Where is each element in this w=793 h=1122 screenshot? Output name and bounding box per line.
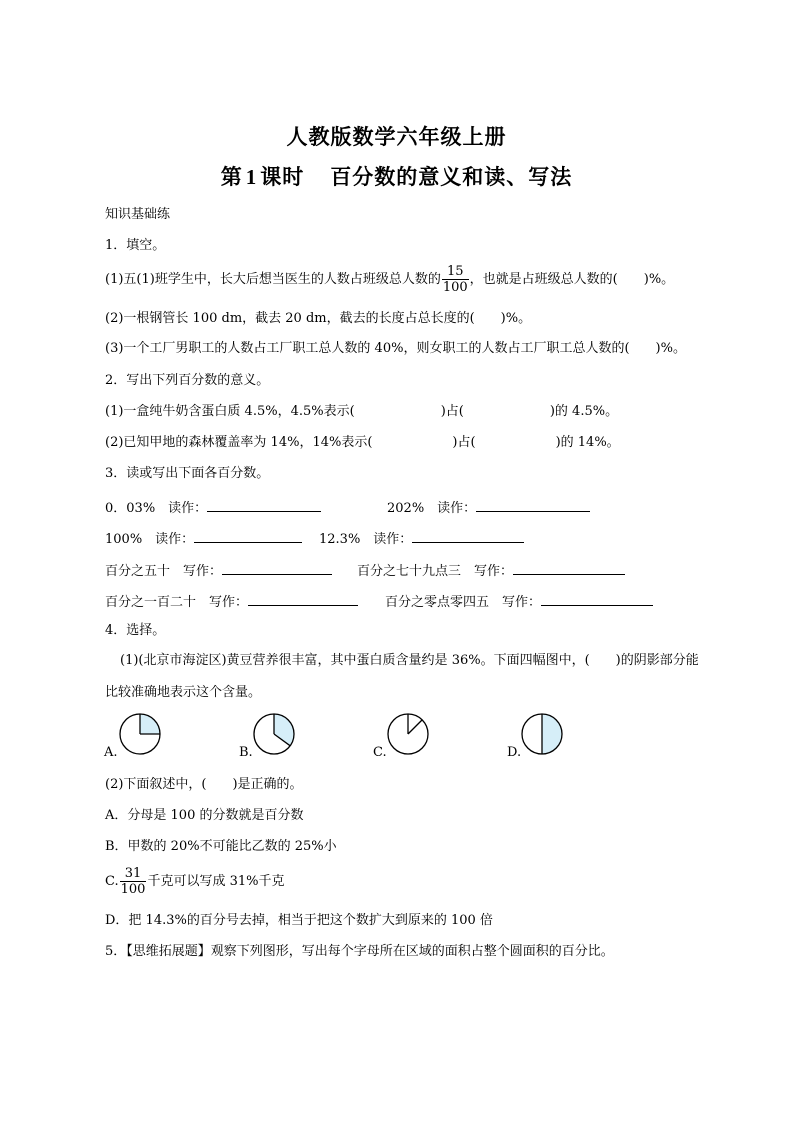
pie-option-b[interactable] — [252, 712, 296, 756]
q5-heading: 5．【思维拓展题】观察下列图形，写出每个字母所在区域的面积占整个圆面积的百分比。 — [105, 944, 614, 959]
fraction-denominator: 100 — [442, 280, 468, 295]
q2-part1-b: )占( — [440, 404, 464, 419]
answer-line[interactable] — [412, 528, 524, 543]
pie-option-d[interactable] — [520, 712, 564, 756]
q3-row1-a — [105, 497, 321, 518]
q1-part2: (2)一根钢管长 100 dm，截去 20 dm，截去的长度占总长度的( )%。 — [105, 311, 532, 326]
q3-row4-a — [105, 591, 358, 612]
q1-heading: 1．填空。 — [105, 238, 166, 253]
q1-part1-text: (1)五(1)班学生中，长大后想当医生的人数占班级总人数的 — [105, 272, 441, 287]
section-label: 知识基础练 — [105, 207, 171, 222]
option-label-a[interactable]: A. — [104, 745, 118, 760]
fraction-numerator: 31 — [120, 866, 147, 882]
pie-options — [100, 712, 600, 762]
pie-option-c[interactable] — [386, 712, 430, 756]
q3-row3-b — [357, 560, 625, 581]
q3-row2-a-label: 100% 读作： — [105, 532, 195, 547]
q3-row3-a — [105, 560, 332, 581]
q4-part2: (2)下面叙述中，( )是正确的。 — [105, 777, 303, 792]
option-label-b[interactable]: B. — [239, 745, 253, 760]
q3-row2-a — [105, 528, 302, 549]
q2-part2 — [105, 434, 620, 452]
answer-line[interactable] — [222, 560, 332, 575]
q4-choice-a[interactable]: A．分母是 100 的分数就是百分数 — [105, 808, 304, 823]
q2-part2-c: )的 14%。 — [555, 435, 620, 450]
fraction-15-100 — [442, 264, 469, 295]
q4-choice-c[interactable] — [105, 866, 284, 897]
fraction-denominator: 100 — [120, 882, 146, 897]
choice-c-prefix: C. — [105, 874, 119, 889]
subtitle-part-b: 课时 — [260, 164, 305, 189]
q1-part1 — [105, 264, 674, 295]
q1-part1-tail: ，也就是占班级总人数的( )%。 — [469, 272, 675, 287]
q2-part1-c: )的 4.5%。 — [549, 404, 619, 419]
q1-part3: (3)一个工厂男职工的人数占工厂职工总人数的 40%，则女职工的人数占工厂职工总人数的( )%。 — [105, 341, 686, 356]
q3-heading: 3．读或写出下面各百分数。 — [105, 466, 270, 481]
q3-row1-b-label: 202% 读作： — [387, 501, 477, 516]
page-subtitle — [0, 161, 793, 191]
q3-row4-b-label: 百分之零点零四五 写作： — [385, 595, 542, 610]
q2-part2-b: )占( — [452, 435, 476, 450]
q2-part1-a: (1)一盒纯牛奶含蛋白质 4.5%，4.5%表示( — [105, 404, 355, 419]
q4-choice-b[interactable]: B．甲数的 20%不可能比乙数的 25%小 — [105, 839, 337, 854]
q3-row1-a-label: 0．03% 读作： — [105, 501, 208, 516]
q3-row4-a-label: 百分之一百二十 写作： — [105, 595, 249, 610]
q3-row2-b-label: 12.3% 读作： — [319, 532, 413, 547]
pie-option-a[interactable] — [118, 712, 162, 756]
q2-part2-a: (2)已知甲地的森林覆盖率为 14%，14%表示( — [105, 435, 373, 450]
q4-part1-line2: 比较准确地表示这个含量。 — [105, 685, 262, 700]
answer-line[interactable] — [248, 591, 358, 606]
q4-part1-line1: (1)(北京市海淀区)黄豆营养很丰富，其中蛋白质含量约是 36%。下面四幅图中，( )的阴影部分能 — [120, 653, 699, 668]
q3-row4-b — [385, 591, 653, 612]
option-label-d[interactable]: D. — [507, 745, 522, 760]
page-title: 人教版数学六年级上册 — [286, 124, 507, 149]
choice-c-text: 千克可以写成 31%千克 — [147, 874, 285, 889]
subtitle-part-a: 第 — [220, 164, 243, 189]
fraction-numerator: 15 — [442, 264, 469, 280]
fraction-31-100 — [120, 866, 147, 897]
answer-line[interactable] — [194, 528, 302, 543]
q3-row3-b-label: 百分之七十九点三 写作： — [357, 564, 514, 579]
answer-line[interactable] — [476, 497, 590, 512]
answer-line[interactable] — [541, 591, 653, 606]
q4-choice-d[interactable]: D．把 14.3%的百分号去掉，相当于把这个数扩大到原来的 100 倍 — [105, 913, 493, 928]
q3-row3-a-label: 百分之五十 写作： — [105, 564, 223, 579]
answer-line[interactable] — [513, 560, 625, 575]
q2-heading: 2．写出下列百分数的意义。 — [105, 373, 270, 388]
subtitle-number: 1 — [245, 165, 258, 189]
option-label-c[interactable]: C. — [373, 745, 387, 760]
q3-row1-b — [387, 497, 590, 518]
answer-line[interactable] — [207, 497, 321, 512]
q4-heading: 4．选择。 — [105, 623, 166, 638]
q3-row2-b — [319, 528, 524, 549]
subtitle-part-c: 百分数的意义和读、写法 — [330, 164, 573, 189]
q2-part1 — [105, 403, 618, 421]
